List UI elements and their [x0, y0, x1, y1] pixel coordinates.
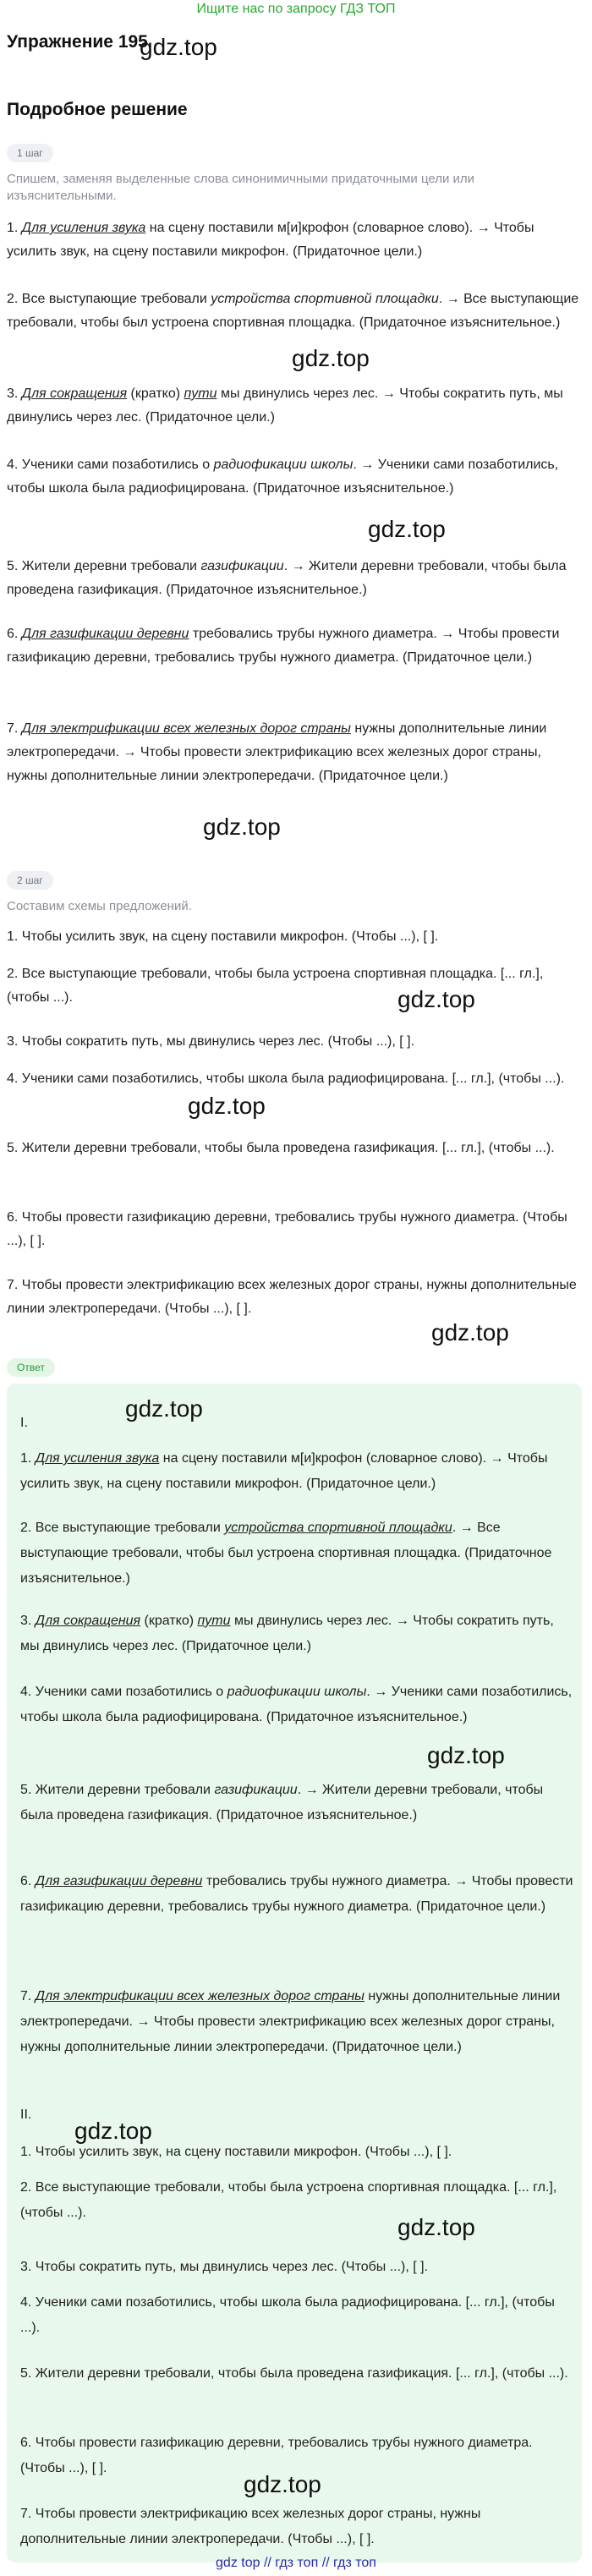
- answer-item-4: 4. Ученики сами позаботились о радиофикации школы. → Ученики сами позаботились, чтобы школа была радиофицирована. (Придаточное изъяснительное.): [20, 1685, 573, 1724]
- answer-part-2-label: II.: [20, 2107, 32, 2122]
- step-1-item-5: 5. Жители деревни требовали газификации. → Жители деревни требовали, чтобы была проведена газификация. (Придаточное изъяснительное.): [7, 559, 567, 597]
- step-2-badge: 2 шаг: [7, 871, 53, 890]
- page-title: Упражнение 195: [7, 32, 148, 52]
- answer-scheme-5: 5. Жители деревни требовали, чтобы была проведена газификация. [... гл.], (чтобы ...).: [20, 2366, 568, 2381]
- step-1-item-7: 7. Для электрификации всех железных дорог страны нужны дополнительные линии электропередачи. → Чтобы провести электрификацию всех железных дорог страны, нужны дополнительные линии электропередачи. (Придаточное цели.): [7, 721, 547, 783]
- watermark: gdz.top: [125, 1395, 203, 1422]
- step-1-instruction: Спишем, заменяя выделенные слова синонимичными придаточными цели или изъяснительными.: [7, 172, 475, 203]
- answer-item-7: 7. Для электрификации всех железных дорог страны нужны дополнительные линии электропередачи. → Чтобы провести электрификацию всех железных дорог страны, нужны дополнительные линии электропередачи. (Придаточное цели.): [20, 1989, 561, 2054]
- step-1-item-4: 4. Ученики сами позаботились о радиофикации школы. → Ученики сами позаботились, чтобы школа была радиофицирована. (Придаточное изъяснительное.): [7, 458, 559, 496]
- watermark: gdz.top: [397, 986, 475, 1012]
- answer-badge: Ответ: [7, 1358, 55, 1377]
- step-1-item-1: 1. Для усиления звука на сцену поставили м[и]крофон (словарное слово). → Чтобы усилить звук, на сцену поставили микрофон. (Придаточное цели.): [7, 221, 534, 259]
- step-2-item-4: 4. Ученики сами позаботились, чтобы школа была радиофицирована. [... гл.], (чтобы ...).: [7, 1072, 565, 1086]
- answer-item-5: 5. Жители деревни требовали газификации. → Жители деревни требовали, чтобы была проведена газификация. (Придаточное изъяснительное.): [20, 1783, 544, 1822]
- watermark: gdz.top: [203, 814, 281, 840]
- answer-item-3: 3. Для сокращения (кратко) пути мы двинулись через лес. → Чтобы сократить путь, мы двинулись через лес. (Придаточное цели.): [20, 1614, 554, 1653]
- answer-scheme-1: 1. Чтобы усилить звук, на сцену поставили микрофон. (Чтобы ...), [ ].: [20, 2145, 452, 2159]
- watermark: gdz.top: [397, 2214, 475, 2240]
- answer-item-2: 2. Все выступающие требовали устройства спортивной площадки. → Все выступающие требовали, чтобы был устроена спортивная площадка. (Придаточное изъяснительное.): [20, 1521, 552, 1586]
- watermark: gdz.top: [431, 1319, 509, 1346]
- step-2-instruction: Составим схемы предложений.: [7, 899, 192, 913]
- answer-item-6: 6. Для газификации деревни требовались трубы нужного диаметра. → Чтобы провести газификацию деревни, требовались трубы нужного диаметра. (Придаточное цели.): [20, 1874, 573, 1914]
- top-search-hint[interactable]: Ищите нас по запросу ГДЗ ТОП: [196, 2, 396, 16]
- answer-scheme-4: 4. Ученики сами позаботились, чтобы школа была радиофицирована. [... гл.], (чтобы ...).: [20, 2295, 555, 2335]
- watermark: gdz.top: [140, 34, 217, 60]
- answer-part-1-label: I.: [20, 1416, 28, 1430]
- watermark: gdz.top: [292, 345, 370, 371]
- step-2-item-5: 5. Жители деревни требовали, чтобы была проведена газификация. [... гл.], (чтобы ...).: [7, 1141, 555, 1155]
- watermark: gdz.top: [368, 516, 446, 542]
- step-2-item-1: 1. Чтобы усилить звук, на сцену поставили микрофон. (Чтобы ...), [ ].: [7, 929, 439, 944]
- answer-item-1: 1. Для усиления звука на сцену поставили м[и]крофон (словарное слово). → Чтобы усилить звук, на сцену поставили микрофон. (Придаточное цели.): [20, 1451, 548, 1491]
- step-1-item-6: 6. Для газификации деревни требовались трубы нужного диаметра. → Чтобы провести газификацию деревни, требовались трубы нужного диаметра. (Придаточное цели.): [7, 627, 560, 665]
- answer-scheme-3: 3. Чтобы сократить путь, мы двинулись через лес. (Чтобы ...), [ ].: [20, 2260, 429, 2274]
- answer-scheme-7: 7. Чтобы провести электрификацию всех железных дорог страны, нужны дополнительные линии электропередачи. (Чтобы ...), [ ].: [20, 2507, 481, 2546]
- footer-links[interactable]: gdz top // гдз топ // гдз топ: [216, 2556, 376, 2570]
- watermark: gdz.top: [244, 2471, 321, 2497]
- step-1-item-2: 2. Все выступающие требовали устройства спортивной площадки. → Все выступающие требовали, чтобы был устроена спортивная площадка. (Придаточное изъяснительное.): [7, 292, 579, 330]
- step-1-item-3: 3. Для сокращения (кратко) пути мы двинулись через лес. → Чтобы сократить путь, мы двинулись через лес. (Придаточное цели.): [7, 386, 563, 425]
- step-1-badge: 1 шаг: [7, 144, 53, 162]
- step-2-item-2: 2. Все выступающие требовали, чтобы была устроена спортивная площадка. [... гл.], (чтобы ...).: [7, 967, 544, 1005]
- step-2-item-3: 3. Чтобы сократить путь, мы двинулись через лес. (Чтобы ...), [ ].: [7, 1034, 415, 1049]
- section-title: Подробное решение: [7, 100, 188, 119]
- watermark: gdz.top: [188, 1093, 266, 1119]
- watermark: gdz.top: [427, 1742, 505, 1768]
- step-2-item-6: 6. Чтобы провести газификацию деревни, требовались трубы нужного диаметра. (Чтобы ...), [ ].: [7, 1210, 567, 1248]
- answer-scheme-6: 6. Чтобы провести газификацию деревни, требовались трубы нужного диаметра. (Чтобы ...), [ ].: [20, 2436, 533, 2475]
- answer-scheme-2: 2. Все выступающие требовали, чтобы была устроена спортивная площадка. [... гл.], (чтобы ...).: [20, 2180, 557, 2220]
- watermark: gdz.top: [74, 2118, 152, 2144]
- step-2-item-7: 7. Чтобы провести электрификацию всех железных дорог страны, нужны дополнительные линии электропередачи. (Чтобы ...), [ ].: [7, 1278, 577, 1316]
